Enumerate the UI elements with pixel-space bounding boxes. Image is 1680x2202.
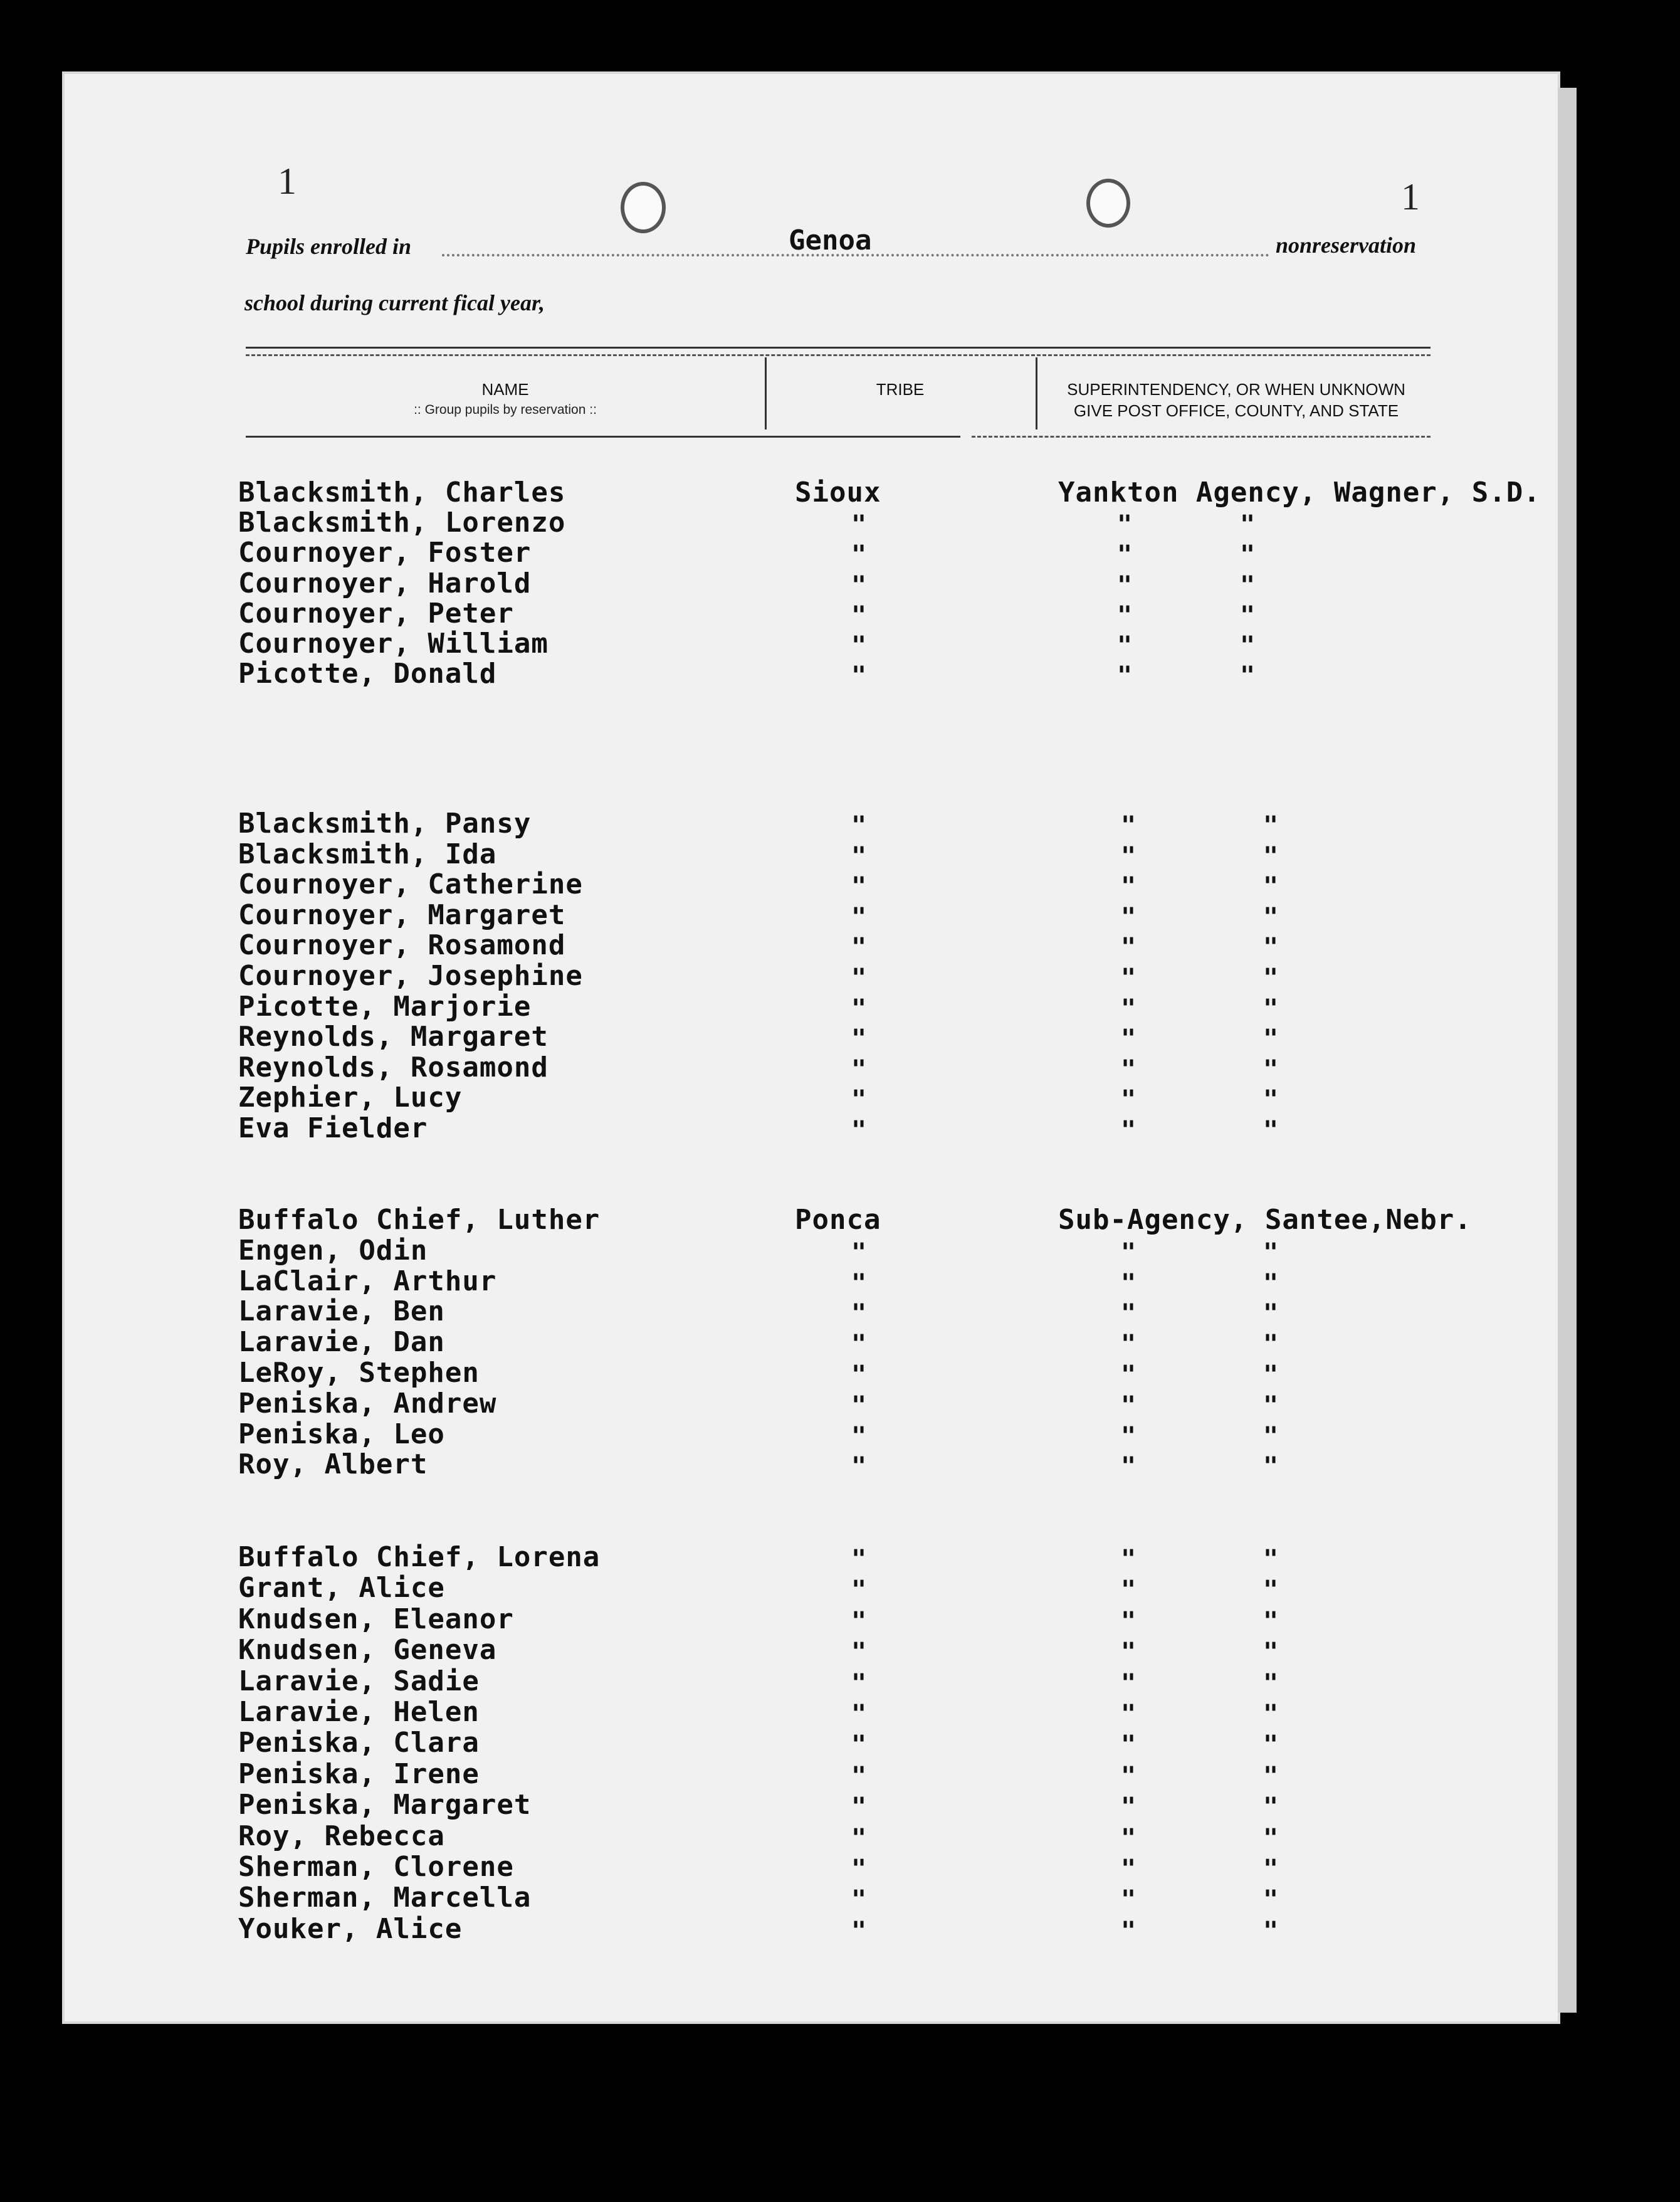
ditto-mark-superintendency: " bbox=[1263, 1025, 1279, 1054]
table-row bbox=[0, 1418, 1680, 1451]
pupil-name: Peniska, Andrew bbox=[238, 1387, 497, 1420]
ditto-mark-tribe: " bbox=[851, 811, 867, 840]
ditto-mark-tribe: " bbox=[851, 1391, 867, 1420]
punch-hole-right bbox=[1086, 179, 1130, 228]
ditto-mark-tribe: " bbox=[851, 933, 867, 962]
table-row bbox=[0, 808, 1680, 838]
ditto-mark-superintendency: " bbox=[1263, 1299, 1279, 1329]
ditto-mark-superintendency: " bbox=[1117, 631, 1133, 660]
ditto-mark-superintendency: " bbox=[1240, 540, 1256, 570]
ditto-mark-tribe: " bbox=[851, 571, 867, 600]
ditto-mark-tribe: " bbox=[851, 1793, 867, 1822]
pupil-name: Blacksmith, Charles bbox=[238, 477, 566, 508]
ditto-mark-superintendency: " bbox=[1121, 1700, 1137, 1729]
ditto-mark-superintendency: " bbox=[1117, 571, 1133, 600]
pupil-name: Peniska, Margaret bbox=[238, 1789, 532, 1821]
ditto-mark-superintendency: " bbox=[1121, 1731, 1137, 1760]
ditto-mark-superintendency: " bbox=[1263, 1668, 1279, 1698]
ditto-mark-tribe: " bbox=[851, 1421, 867, 1451]
ditto-mark-superintendency: " bbox=[1121, 994, 1137, 1023]
ditto-mark-superintendency: " bbox=[1263, 933, 1279, 962]
ditto-mark-superintendency: " bbox=[1121, 964, 1137, 993]
ditto-mark-superintendency: " bbox=[1263, 1793, 1279, 1822]
superintendency-value: Yankton Agency, Wagner, S.D. bbox=[1058, 477, 1541, 508]
table-row bbox=[0, 868, 1680, 902]
table-row bbox=[0, 929, 1680, 962]
column-header-name-note: :: Group pupils by reservation :: bbox=[414, 403, 597, 417]
fiscal-year-label: school during current fical year, bbox=[244, 290, 545, 315]
header-bottom-rule-right bbox=[972, 436, 1431, 438]
ditto-mark-superintendency: " bbox=[1121, 841, 1137, 871]
pupil-name: Reynolds, Rosamond bbox=[238, 1051, 549, 1083]
ditto-mark-superintendency: " bbox=[1121, 1761, 1137, 1791]
ditto-mark-superintendency: " bbox=[1121, 1055, 1137, 1084]
ditto-mark-superintendency: " bbox=[1121, 1606, 1137, 1636]
ditto-mark-superintendency: " bbox=[1240, 661, 1256, 691]
ditto-mark-superintendency: " bbox=[1263, 1330, 1279, 1359]
ditto-mark-superintendency: " bbox=[1263, 1055, 1279, 1084]
pupil-name: Peniska, Irene bbox=[238, 1757, 480, 1790]
table-row bbox=[0, 567, 1680, 598]
ditto-mark-superintendency: " bbox=[1263, 872, 1279, 902]
pupil-name: Reynolds, Margaret bbox=[238, 1021, 549, 1053]
table-row bbox=[0, 1265, 1680, 1298]
ditto-mark-tribe: " bbox=[851, 661, 867, 691]
ditto-mark-tribe: " bbox=[851, 1916, 867, 1946]
pupil-name: Cournoyer, Margaret bbox=[238, 898, 566, 931]
ditto-mark-superintendency: " bbox=[1121, 1452, 1137, 1482]
ditto-mark-superintendency: " bbox=[1121, 872, 1137, 902]
ditto-mark-tribe: " bbox=[851, 1545, 867, 1574]
pupil-name: Buffalo Chief, Lorena bbox=[238, 1541, 601, 1573]
ditto-mark-superintendency: " bbox=[1121, 1823, 1137, 1853]
ditto-mark-superintendency: " bbox=[1263, 964, 1279, 993]
ditto-mark-tribe: " bbox=[851, 841, 867, 871]
ditto-mark-tribe: " bbox=[851, 1452, 867, 1482]
table-row bbox=[0, 1448, 1680, 1482]
ditto-mark-tribe: " bbox=[851, 631, 867, 660]
pupil-name: Cournoyer, Rosamond bbox=[238, 929, 566, 962]
ditto-mark-superintendency: " bbox=[1121, 1793, 1137, 1822]
pupil-name: Cournoyer, Peter bbox=[238, 597, 514, 630]
ditto-mark-superintendency: " bbox=[1121, 933, 1137, 962]
ditto-mark-superintendency: " bbox=[1121, 902, 1137, 932]
ditto-mark-tribe: " bbox=[851, 1668, 867, 1698]
table-row bbox=[0, 1820, 1680, 1853]
ditto-mark-superintendency: " bbox=[1240, 510, 1256, 540]
tribe-value: Ponca bbox=[795, 1204, 881, 1236]
table-row bbox=[0, 991, 1680, 1021]
ditto-mark-superintendency: " bbox=[1263, 1085, 1279, 1115]
table-row bbox=[0, 960, 1680, 993]
table-row bbox=[0, 1357, 1680, 1387]
pupil-name: Sherman, Marcella bbox=[238, 1882, 532, 1914]
ditto-mark-superintendency: " bbox=[1263, 1545, 1279, 1574]
ditto-mark-superintendency: " bbox=[1263, 1700, 1279, 1729]
table-row bbox=[0, 1696, 1680, 1729]
ditto-mark-superintendency: " bbox=[1121, 811, 1137, 840]
ditto-mark-tribe: " bbox=[851, 964, 867, 993]
ditto-mark-superintendency: " bbox=[1263, 1638, 1279, 1667]
ditto-mark-superintendency: " bbox=[1121, 1238, 1137, 1267]
ditto-mark-tribe: " bbox=[851, 1116, 867, 1145]
table-row bbox=[0, 477, 1680, 507]
ditto-mark-superintendency: " bbox=[1121, 1116, 1137, 1145]
pupil-name: Laravie, Helen bbox=[238, 1696, 480, 1728]
column-header-superintendency-2: GIVE POST OFFICE, COUNTY, AND STATE bbox=[1073, 401, 1399, 420]
table-row bbox=[0, 1051, 1680, 1082]
ditto-mark-superintendency: " bbox=[1263, 1268, 1279, 1298]
ditto-mark-superintendency: " bbox=[1117, 540, 1133, 570]
pupil-name: Blacksmith, Ida bbox=[238, 838, 497, 870]
ditto-mark-tribe: " bbox=[851, 872, 867, 902]
ditto-mark-tribe: " bbox=[851, 994, 867, 1023]
table-row bbox=[0, 1912, 1680, 1946]
ditto-mark-superintendency: " bbox=[1263, 1761, 1279, 1791]
ditto-mark-tribe: " bbox=[851, 1606, 867, 1636]
ditto-mark-superintendency: " bbox=[1263, 1885, 1279, 1915]
ditto-mark-superintendency: " bbox=[1263, 902, 1279, 932]
ditto-mark-superintendency: " bbox=[1121, 1545, 1137, 1574]
pupil-name: Laravie, Dan bbox=[238, 1326, 445, 1359]
ditto-mark-superintendency: " bbox=[1263, 1452, 1279, 1482]
superintendency-value: Sub-Agency, Santee,Nebr. bbox=[1058, 1204, 1472, 1236]
ditto-mark-superintendency: " bbox=[1121, 1361, 1137, 1389]
pupil-name: LeRoy, Stephen bbox=[238, 1357, 480, 1389]
ditto-mark-tribe: " bbox=[851, 1025, 867, 1054]
pupil-name: Eva Fielder bbox=[238, 1112, 428, 1144]
table-row bbox=[0, 1021, 1680, 1054]
ditto-mark-superintendency: " bbox=[1263, 1855, 1279, 1883]
ditto-mark-tribe: " bbox=[851, 1855, 867, 1883]
ditto-mark-tribe: " bbox=[851, 1731, 867, 1760]
pupil-name: Sherman, Clorene bbox=[238, 1851, 514, 1883]
table-row bbox=[0, 1634, 1680, 1667]
pupil-name: Roy, Albert bbox=[238, 1448, 428, 1481]
column-header-superintendency-1: SUPERINTENDENCY, OR WHEN UNKNOWN bbox=[1067, 380, 1405, 399]
pupil-name: Cournoyer, William bbox=[238, 628, 549, 660]
column-header-name: NAME bbox=[481, 380, 529, 399]
ditto-mark-superintendency: " bbox=[1117, 510, 1133, 540]
ditto-mark-superintendency: " bbox=[1263, 1116, 1279, 1145]
table-row bbox=[0, 1082, 1680, 1115]
table-row bbox=[0, 1112, 1680, 1145]
ditto-mark-tribe: " bbox=[851, 1299, 867, 1329]
column-header-tribe: TRIBE bbox=[876, 380, 925, 399]
pupil-name: Youker, Alice bbox=[238, 1912, 463, 1945]
table-row bbox=[0, 898, 1680, 932]
header-bottom-rule-left bbox=[246, 436, 960, 438]
table-row bbox=[0, 1541, 1680, 1574]
ditto-mark-tribe: " bbox=[851, 1330, 867, 1359]
table-row bbox=[0, 1727, 1680, 1760]
pupil-name: Cournoyer, Foster bbox=[238, 537, 532, 569]
ditto-mark-superintendency: " bbox=[1121, 1330, 1137, 1359]
ditto-mark-tribe: " bbox=[851, 1638, 867, 1667]
ditto-mark-superintendency: " bbox=[1121, 1855, 1137, 1883]
ditto-mark-superintendency: " bbox=[1263, 811, 1279, 840]
pupil-name: Cournoyer, Josephine bbox=[238, 960, 583, 992]
pupil-name: Cournoyer, Catherine bbox=[238, 868, 583, 901]
table-row bbox=[0, 1665, 1680, 1698]
table-row bbox=[0, 628, 1680, 658]
ditto-mark-tribe: " bbox=[851, 1055, 867, 1084]
ditto-mark-tribe: " bbox=[851, 601, 867, 630]
ditto-mark-superintendency: " bbox=[1117, 601, 1133, 630]
ditto-mark-superintendency: " bbox=[1121, 1025, 1137, 1054]
corner-mark-left: 1 bbox=[278, 161, 297, 202]
table-row bbox=[0, 507, 1680, 540]
pupil-name: Cournoyer, Harold bbox=[238, 567, 532, 599]
ditto-mark-superintendency: " bbox=[1263, 1916, 1279, 1946]
ditto-mark-tribe: " bbox=[851, 1238, 867, 1267]
ditto-mark-superintendency: " bbox=[1121, 1576, 1137, 1605]
table-row bbox=[0, 1388, 1680, 1418]
ditto-mark-superintendency: " bbox=[1117, 661, 1133, 691]
ditto-mark-superintendency: " bbox=[1263, 1606, 1279, 1636]
ditto-mark-tribe: " bbox=[851, 1761, 867, 1791]
ditto-mark-superintendency: " bbox=[1121, 1885, 1137, 1915]
table-row bbox=[0, 1204, 1680, 1234]
ditto-mark-superintendency: " bbox=[1263, 1421, 1279, 1451]
pupil-name: LaClair, Arthur bbox=[238, 1265, 497, 1297]
ditto-mark-superintendency: " bbox=[1240, 631, 1256, 660]
ditto-mark-superintendency: " bbox=[1263, 1576, 1279, 1605]
punch-hole-left bbox=[621, 182, 666, 233]
ditto-mark-superintendency: " bbox=[1121, 1268, 1137, 1298]
pupil-name: Picotte, Donald bbox=[238, 658, 497, 690]
ditto-mark-tribe: " bbox=[851, 1700, 867, 1729]
ditto-mark-superintendency: " bbox=[1121, 1638, 1137, 1667]
table-row bbox=[0, 1572, 1680, 1605]
table-row bbox=[0, 1235, 1680, 1265]
table-row bbox=[0, 1757, 1680, 1791]
corner-mark-right: 1 bbox=[1401, 176, 1420, 218]
table-row bbox=[0, 598, 1680, 628]
ditto-mark-superintendency: " bbox=[1121, 1391, 1137, 1420]
pupil-name: Zephier, Lucy bbox=[238, 1082, 463, 1114]
ditto-mark-superintendency: " bbox=[1240, 601, 1256, 630]
ditto-mark-superintendency: " bbox=[1121, 1299, 1137, 1329]
pupil-name: Laravie, Ben bbox=[238, 1295, 445, 1328]
pupil-name: Knudsen, Eleanor bbox=[238, 1603, 514, 1635]
table-row bbox=[0, 658, 1680, 691]
pupil-name: Peniska, Clara bbox=[238, 1727, 480, 1759]
ditto-mark-tribe: " bbox=[851, 1361, 867, 1389]
ditto-mark-superintendency: " bbox=[1263, 1391, 1279, 1420]
pupil-name: Roy, Rebecca bbox=[238, 1820, 445, 1852]
ditto-mark-superintendency: " bbox=[1121, 1085, 1137, 1115]
table-row bbox=[0, 1789, 1680, 1822]
table-row bbox=[0, 1295, 1680, 1329]
table-row bbox=[0, 1603, 1680, 1636]
school-name: Genoa bbox=[789, 224, 872, 256]
header-top-rule-dashed bbox=[246, 354, 1431, 356]
ditto-mark-superintendency: " bbox=[1263, 1823, 1279, 1853]
nonreservation-label: nonreservation bbox=[1276, 233, 1417, 258]
header-top-rule bbox=[246, 347, 1431, 349]
ditto-mark-superintendency: " bbox=[1240, 571, 1256, 600]
ditto-mark-superintendency: " bbox=[1263, 1731, 1279, 1760]
ditto-mark-superintendency: " bbox=[1263, 994, 1279, 1023]
ditto-mark-superintendency: " bbox=[1121, 1668, 1137, 1698]
ditto-mark-superintendency: " bbox=[1263, 841, 1279, 871]
pupil-name: Grant, Alice bbox=[238, 1572, 445, 1604]
ditto-mark-tribe: " bbox=[851, 1576, 867, 1605]
table-row bbox=[0, 1326, 1680, 1359]
pupil-name: Peniska, Leo bbox=[238, 1418, 445, 1450]
ditto-mark-tribe: " bbox=[851, 1085, 867, 1115]
tribe-value: Sioux bbox=[795, 477, 881, 508]
pupil-name: Blacksmith, Lorenzo bbox=[238, 507, 566, 539]
pupil-name: Engen, Odin bbox=[238, 1234, 428, 1267]
ditto-mark-tribe: " bbox=[851, 1823, 867, 1853]
table-row bbox=[0, 1882, 1680, 1915]
ditto-mark-tribe: " bbox=[851, 1268, 867, 1298]
ditto-mark-superintendency: " bbox=[1263, 1361, 1279, 1389]
ditto-mark-tribe: " bbox=[851, 902, 867, 932]
pupil-name: Laravie, Sadie bbox=[238, 1665, 480, 1697]
ditto-mark-tribe: " bbox=[851, 510, 867, 540]
table-row bbox=[0, 537, 1680, 570]
pupil-name: Knudsen, Geneva bbox=[238, 1634, 497, 1667]
ditto-mark-superintendency: " bbox=[1121, 1421, 1137, 1451]
ditto-mark-tribe: " bbox=[851, 1885, 867, 1915]
ditto-mark-superintendency: " bbox=[1263, 1238, 1279, 1267]
pupil-name: Buffalo Chief, Luther bbox=[238, 1204, 601, 1236]
ditto-mark-superintendency: " bbox=[1121, 1916, 1137, 1946]
ditto-mark-tribe: " bbox=[851, 540, 867, 570]
enrolled-label: Pupils enrolled in bbox=[246, 234, 412, 259]
table-row bbox=[0, 1851, 1680, 1881]
pupil-name: Blacksmith, Pansy bbox=[238, 808, 532, 840]
table-row bbox=[0, 838, 1680, 871]
pupil-name: Picotte, Marjorie bbox=[238, 990, 532, 1023]
